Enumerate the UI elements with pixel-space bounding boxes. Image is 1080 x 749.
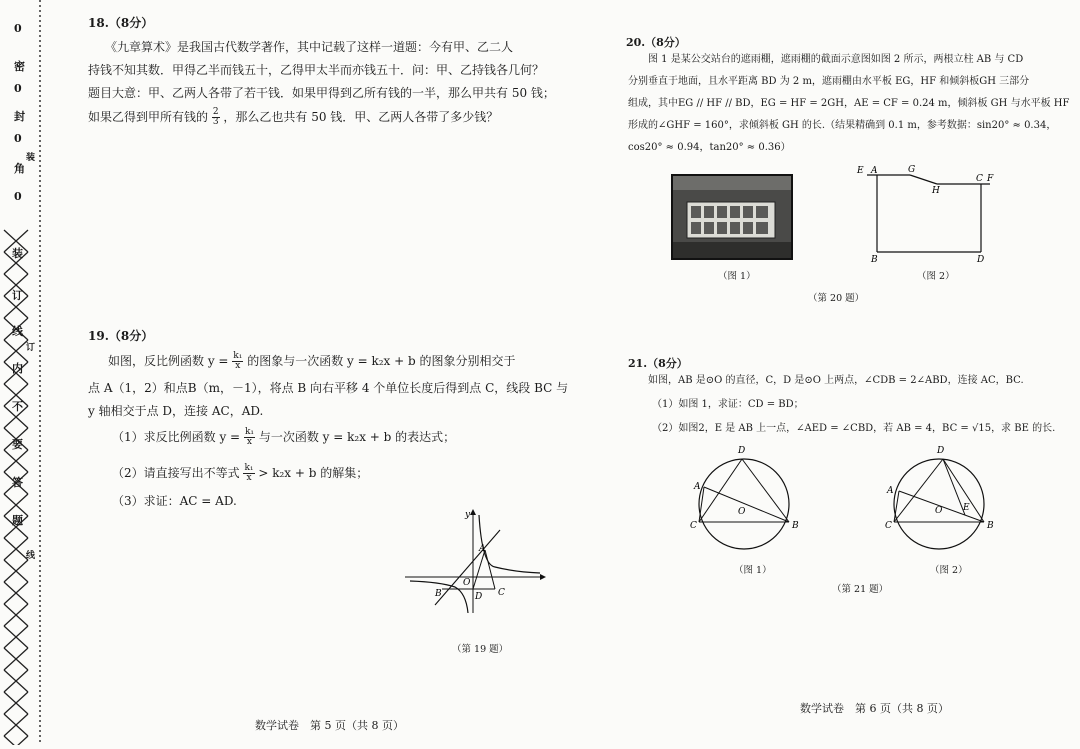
q20-line: cos20° ≈ 0.94，tan20° ≈ 0.36）: [628, 142, 791, 153]
seal-char-zhuang: 装: [26, 153, 36, 163]
binding-char-side: 线: [26, 551, 36, 561]
q18-line: 持钱不知其数．甲得乙半而钱五十，乙得甲太半而亦钱五十．问：甲、乙持钱各几何？: [88, 63, 545, 77]
q19-line: y 轴相交于点 D，连接 AC，AD.: [88, 404, 264, 418]
q21-fig2-caption: （图 2）: [930, 565, 968, 576]
label-D: D: [977, 255, 985, 265]
q20-heading: 20.（8分）: [626, 36, 686, 49]
label-D: D: [738, 446, 746, 456]
fraction-denominator: x: [235, 361, 241, 371]
label-B: B: [792, 521, 799, 531]
binding-x-mark: [4, 670, 28, 692]
fraction-denominator: 3: [212, 117, 219, 127]
binding-char: 答: [12, 476, 23, 489]
binding-char-side: 订: [26, 343, 36, 353]
q19-text: > k₂x + b 的解集；: [258, 466, 369, 480]
fraction-numerator: 2: [212, 107, 219, 117]
footer-page-5: 数学试卷 第 5 页（共 8 页）: [255, 719, 404, 732]
zero-mark: 0: [14, 190, 22, 203]
q19-text: 如图，反比例函数 y =: [108, 354, 229, 368]
label-O: O: [738, 507, 746, 517]
binding-char: 内: [12, 362, 23, 375]
binding-x-mark: [4, 604, 28, 626]
binding-x-mark: [4, 450, 28, 472]
binding-char: 题: [12, 514, 23, 527]
binding-x-mark: [4, 538, 28, 560]
chord-DC: [699, 459, 742, 522]
label-A: A: [479, 544, 486, 554]
label-H: H: [932, 186, 940, 196]
fraction: [244, 428, 255, 447]
q21-caption: （第 21 题）: [832, 584, 889, 595]
label-E: E: [963, 503, 970, 513]
q19-caption: （第 19 题）: [452, 644, 509, 655]
q21-fig1-circle: [688, 440, 804, 560]
chord-AC: [699, 487, 704, 522]
binding-char: 线: [12, 325, 23, 338]
label-D: D: [475, 592, 483, 602]
q21-line: 如图，AB 是⊙O 的直径，C，D 是⊙O 上两点，∠CDB = 2∠ABD，连接 AC，BC.: [648, 375, 1024, 386]
q20-fig2-caption: （图 2）: [917, 271, 955, 282]
q21-heading: 21.（8分）: [628, 357, 688, 370]
label-y: y: [465, 510, 471, 520]
label-F: F: [987, 174, 994, 184]
q20-fig1-caption: （图 1）: [718, 271, 756, 282]
linear-function: [435, 530, 500, 605]
label-A: A: [871, 166, 878, 176]
label-A: A: [694, 482, 701, 492]
bus-shelter-photo: [671, 174, 793, 260]
fraction-numerator: k₁: [233, 351, 243, 361]
q19-heading: 19.（8分）: [88, 329, 154, 343]
binding-x-mark: [4, 692, 28, 714]
label-O: O: [463, 578, 471, 588]
segment-AC: [485, 550, 495, 589]
label-E: E: [857, 166, 864, 176]
label-B: B: [435, 589, 442, 599]
q20-fig2-diagram: [855, 160, 1005, 265]
q21-fig2-circle: [883, 440, 999, 560]
q20-line: 分别垂直于地面，且水平距离 BD 为 2 m，遮雨棚由水平板 EG，HF 和倾斜板GH 三部分: [628, 76, 1030, 87]
binding-x-mark: [4, 626, 28, 648]
fraction-denominator: x: [246, 437, 252, 447]
q19-line: 点 A（1，2）和点B（m，－1），将点 B 向右平移 4 个单位长度后得到点 C，线段 BC 与: [88, 381, 569, 395]
q18-line: 《九章算术》是我国古代数学著作，其中记载了这样一道题：今有甲、乙二人: [105, 40, 514, 54]
q19-part-3: （3）求证：AC = AD.: [112, 494, 237, 508]
label-C: C: [885, 521, 892, 531]
q20-caption: （第 20 题）: [808, 293, 865, 304]
q18-heading: 18.（8分）: [88, 16, 154, 30]
q18-line: 题目大意：甲、乙两人各带了若干钱．如果甲得到乙所有钱的一半，那么甲共有 50 钱；: [88, 86, 555, 100]
q19-text: 与一次函数 y = k₂x + b 的表达式；: [258, 430, 456, 444]
label-A: A: [887, 486, 894, 496]
label-C: C: [976, 174, 983, 184]
segment-AD: [473, 550, 485, 589]
binding-margin: [0, 0, 42, 745]
binding-x-mark: [4, 582, 28, 604]
label-C: C: [690, 521, 697, 531]
sqrt-15: √15: [971, 423, 992, 434]
zero-mark: 0: [14, 132, 22, 145]
binding-x-mark: [4, 340, 28, 362]
q19-part-2: [112, 462, 368, 485]
q18-text: 如果乙得到甲所有钱的: [88, 110, 209, 124]
binding-char: 装: [12, 247, 23, 260]
q21-fig1-caption: （图 1）: [734, 565, 772, 576]
fraction: [232, 352, 243, 371]
q21-part-2: [652, 419, 1055, 439]
label-C: C: [498, 588, 505, 598]
q21-text: （2）如图2，E 是 AB 上一点，∠AED = ∠CBD，若 AB = 4，BC =: [652, 423, 972, 434]
binding-x-mark: [4, 560, 28, 582]
q19-text: （1）求反比例函数 y =: [112, 430, 241, 444]
binding-x-mark: [4, 736, 28, 745]
zero-mark: 0: [14, 82, 22, 95]
zero-mark: 0: [14, 22, 22, 35]
binding-char: 要: [12, 438, 23, 451]
q21-text: ，求 BE 的长.: [991, 423, 1056, 434]
label-B: B: [987, 521, 994, 531]
q19-text: （2）请直接写出不等式: [112, 466, 240, 480]
binding-x-mark: [4, 714, 28, 736]
fraction-numerator: k₁: [244, 427, 254, 437]
seal-char-jiao: 角: [14, 162, 25, 175]
q18-text: ，那么乙也共有 50 钱．甲、乙两人各带了多少钱？: [223, 110, 499, 124]
q20-line: 组成，其中EG // HF // BD，EG = HF = 2GH，AE = CF = 0.24 m，倾斜板 GH 与水平板 HF: [628, 98, 1070, 109]
label-O: O: [935, 506, 943, 516]
label-B: B: [871, 255, 878, 265]
fraction: [212, 108, 220, 127]
footer-page-6: 数学试卷 第 6 页（共 8 页）: [800, 702, 949, 715]
q20-line: 图 1 是某公交站台的遮雨棚，遮雨棚的截面示意图如图 2 所示，两根立柱 AB 与 CD: [648, 54, 1024, 65]
q18-line-4: [88, 106, 498, 129]
binding-char: 订: [12, 289, 23, 302]
q21-part-1: （1）如图 1，求证：CD = BD；: [652, 399, 804, 410]
label-G: G: [908, 165, 916, 175]
label-D: D: [937, 446, 945, 456]
q19-graph-figure: [400, 505, 550, 615]
binding-x-mark: [4, 648, 28, 670]
fraction: [243, 464, 254, 483]
binding-char: 不: [12, 400, 23, 413]
photo-content: [673, 176, 791, 258]
q19-text: 的图象与一次函数 y = k₂x + b 的图象分别相交于: [247, 354, 516, 368]
q19-part-1: [112, 426, 455, 449]
seal-char-mi: 密: [14, 60, 25, 73]
plate-GH: [910, 175, 937, 184]
fraction-numerator: k₁: [244, 463, 254, 473]
seal-char-feng: 封: [14, 110, 25, 123]
q20-line: 形成的∠GHF = 160°，求倾斜板 GH 的长.（结果精确到 0.1 m，参考数据：sin20° ≈ 0.34，: [628, 120, 1057, 131]
fraction-denominator: x: [246, 473, 252, 483]
q19-line-1: [108, 350, 516, 373]
